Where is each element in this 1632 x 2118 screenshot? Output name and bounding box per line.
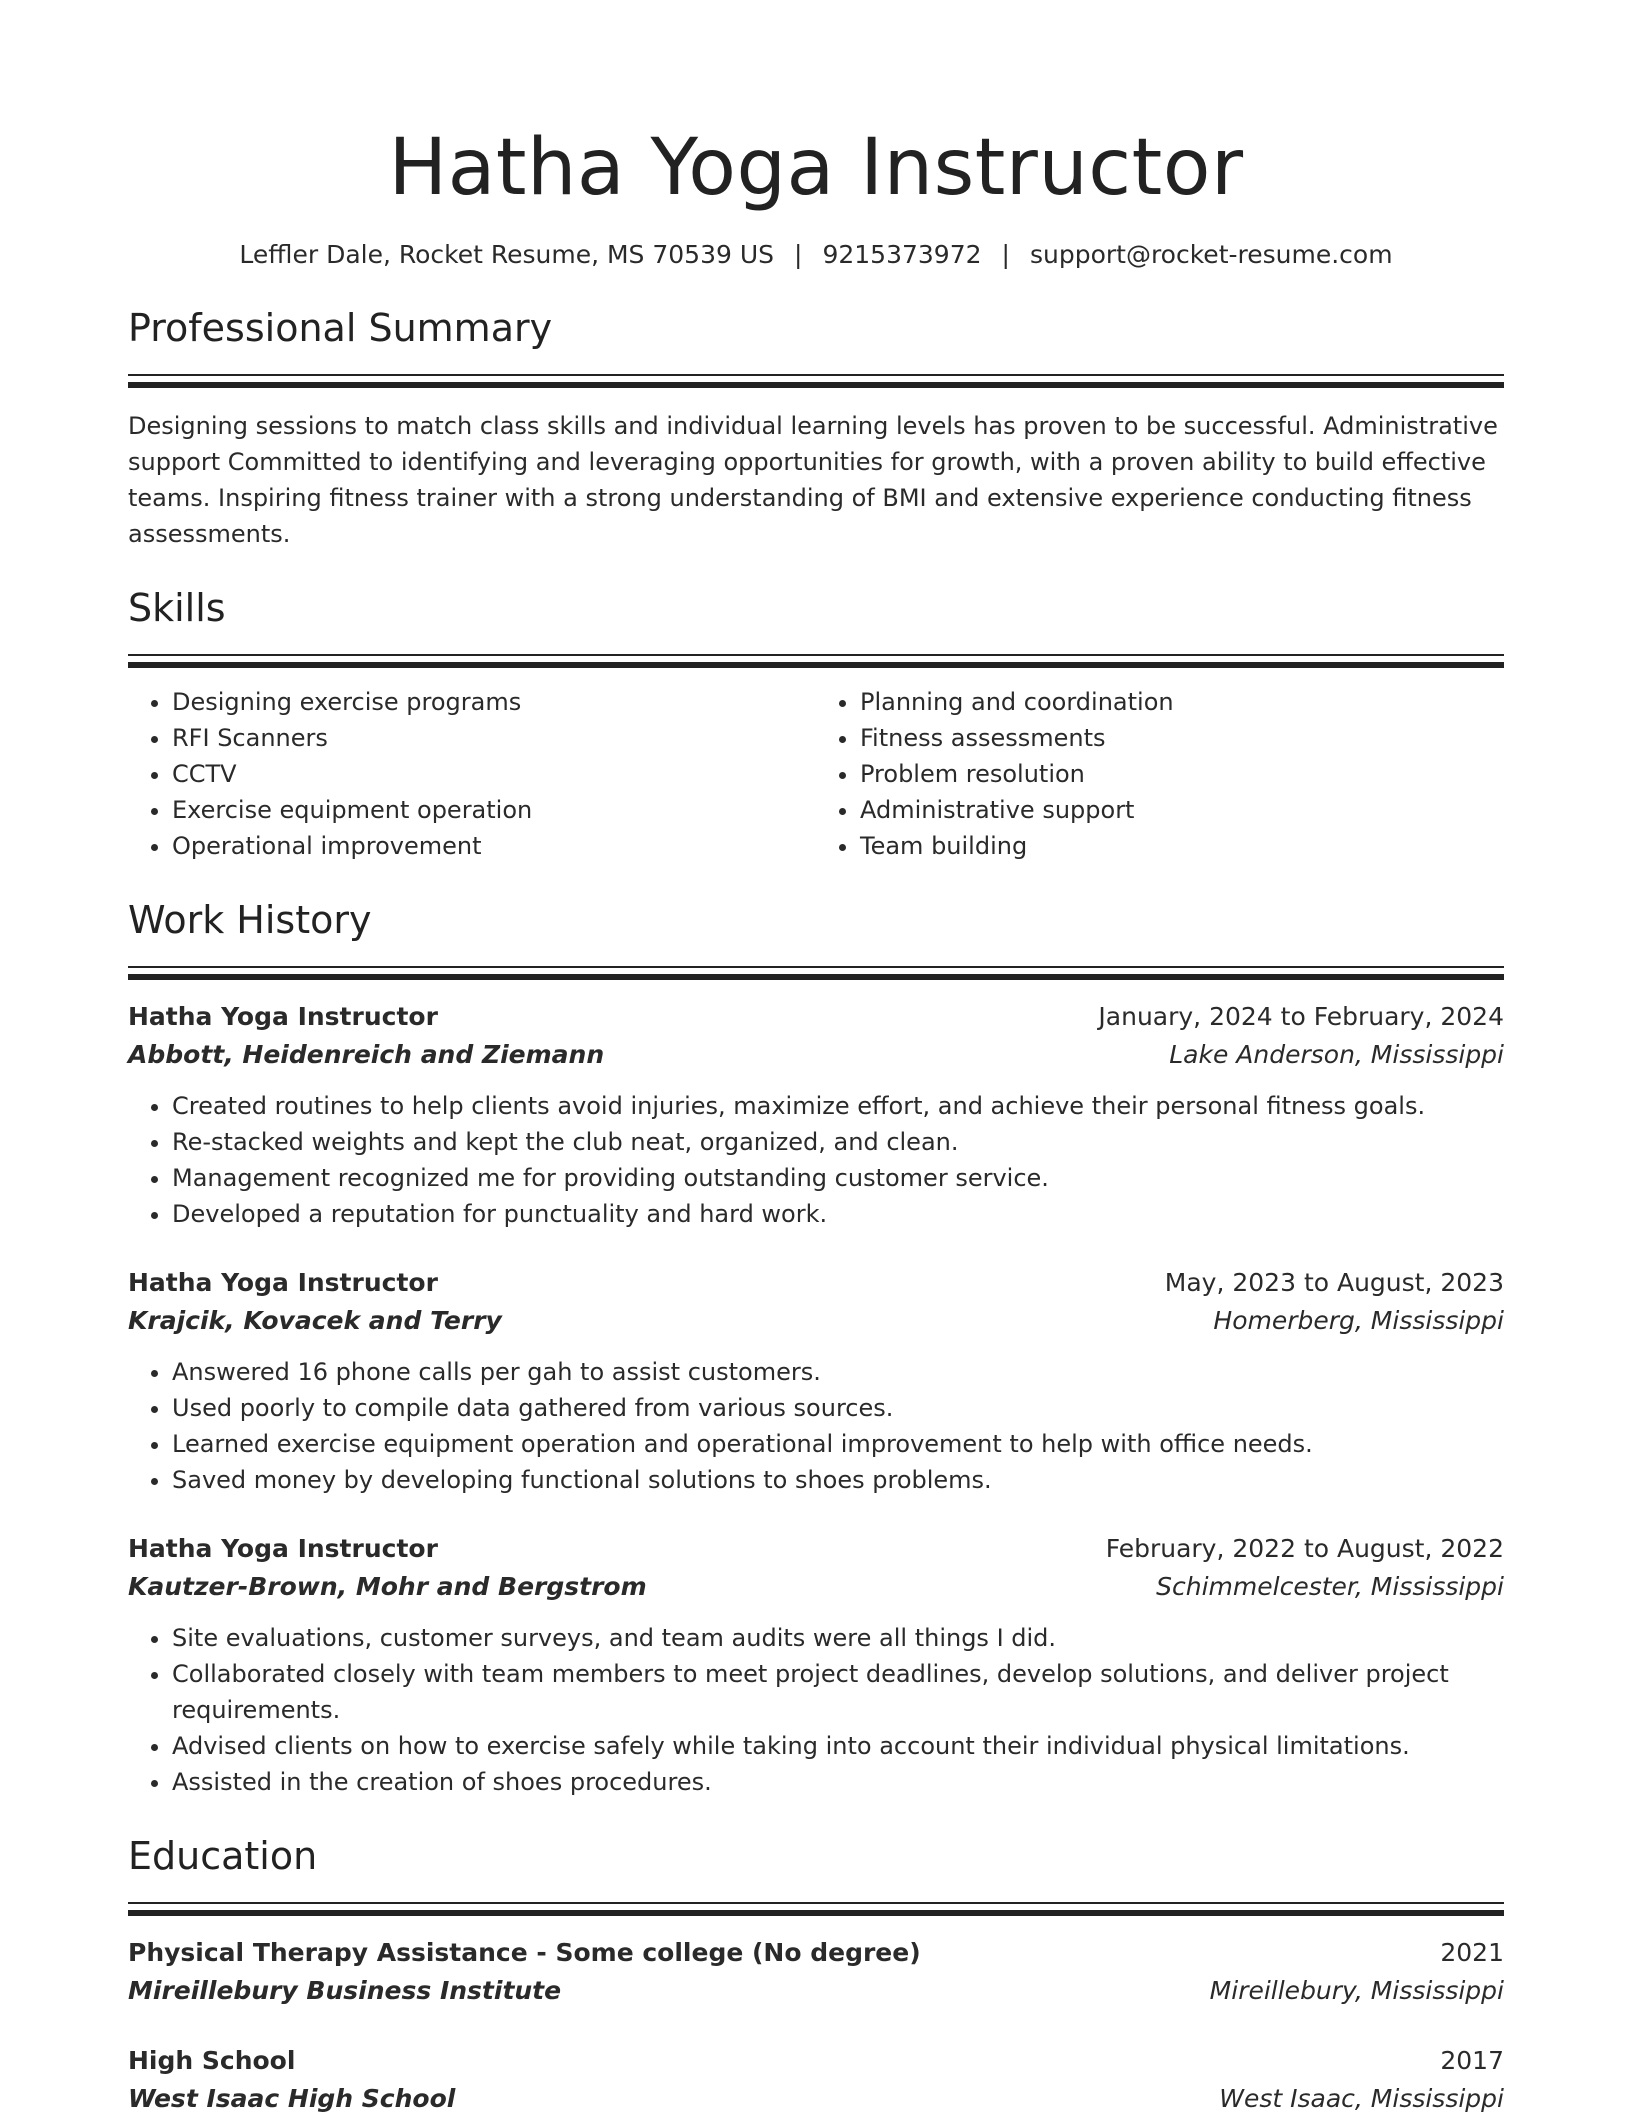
section-divider-thick (128, 1910, 1504, 1916)
skill-item: • RFI Scanners (172, 720, 816, 756)
education-location: West Isaac, Mississippi (1219, 2084, 1504, 2113)
job-company-row (128, 1302, 1504, 1340)
skill-item: • Fitness assessments (860, 720, 1504, 756)
job-bullet: • Answered 16 phone calls per gah to assist customers. (172, 1354, 1504, 1390)
section-work-history (128, 896, 1504, 1800)
skill-item: • Problem resolution (860, 756, 1504, 792)
job-header-row (128, 998, 1504, 1036)
job-dates: January, 2024 to February, 2024 (1098, 1002, 1504, 1031)
education-entry (128, 1934, 1504, 2010)
education-degree: High School (128, 2046, 296, 2075)
education-year: 2017 (1440, 2046, 1504, 2075)
skill-item: • Planning and coordination (860, 684, 1504, 720)
education-school: West Isaac High School (128, 2084, 456, 2113)
job-entry (128, 998, 1504, 1232)
skill-item: • CCTV (172, 756, 816, 792)
job-bullet: • Developed a reputation for punctuality and hard work. (172, 1196, 1504, 1232)
skills-column-right (816, 684, 1504, 864)
resume-name: Hatha Yoga Instructor (388, 123, 1244, 213)
skills-list (128, 684, 1504, 864)
job-title: Hatha Yoga Instructor (128, 1002, 438, 1031)
section-title: Work History (128, 898, 372, 942)
job-company-row (128, 1568, 1504, 1606)
job-company-row (128, 1036, 1504, 1074)
education-degree: Physical Therapy Assistance - Some college (No degree) (128, 1938, 921, 1967)
job-bullet: • Saved money by developing functional solutions to shoes problems. (172, 1462, 1504, 1498)
job-header-row (128, 1264, 1504, 1302)
job-bullets (128, 1088, 1504, 1232)
job-company: Abbott, Heidenreich and Ziemann (128, 1040, 605, 1069)
job-bullet: • Advised clients on how to exercise safely while taking into account their individual physical limitations. (172, 1728, 1504, 1764)
section-divider-thick (128, 382, 1504, 388)
education-entry (128, 2042, 1504, 2118)
education-school-row (128, 1972, 1504, 2010)
skill-item: • Team building (860, 828, 1504, 864)
job-bullet: • Created routines to help clients avoid injuries, maximize effort, and achieve their personal fitness goals. (172, 1088, 1504, 1124)
contact-separator: | (794, 240, 803, 269)
job-company: Krajcik, Kovacek and Terry (128, 1306, 502, 1335)
section-title: Skills (128, 586, 226, 630)
section-divider (128, 654, 1504, 656)
job-location: Homerberg, Mississippi (1213, 1306, 1504, 1335)
section-divider-thick (128, 662, 1504, 668)
contact-line (128, 238, 1504, 272)
education-year: 2021 (1440, 1938, 1504, 1967)
job-location: Lake Anderson, Mississippi (1169, 1040, 1504, 1069)
education-header-row (128, 2042, 1504, 2080)
skill-item: • Operational improvement (172, 828, 816, 864)
job-bullet: • Re-stacked weights and kept the club neat, organized, and clean. (172, 1124, 1504, 1160)
contact-separator: | (1001, 240, 1010, 269)
job-bullet: • Assisted in the creation of shoes procedures. (172, 1764, 1504, 1800)
education-school: Mireillebury Business Institute (128, 1976, 562, 2005)
section-skills (128, 584, 1504, 864)
section-title: Professional Summary (128, 306, 553, 350)
section-professional-summary (128, 304, 1504, 552)
skill-item: • Exercise equipment operation (172, 792, 816, 828)
job-location: Schimmelcester, Mississippi (1156, 1572, 1504, 1601)
education-location: Mireillebury, Mississippi (1209, 1976, 1504, 2005)
contact-phone: 9215373972 (822, 240, 982, 269)
skill-item: • Administrative support (860, 792, 1504, 828)
education-school-row (128, 2080, 1504, 2118)
education-header-row (128, 1934, 1504, 1972)
job-entry (128, 1264, 1504, 1498)
section-divider (128, 374, 1504, 376)
summary-text: Designing sessions to match class skills and individual learning levels has proven to be successful. Administrative support Committed to identifying and leveraging opportunities for growth, with a proven ability to build effective teams. Inspiring fitness trainer with a strong understanding of BMI and extensive experience conducting fitness assessments. (128, 412, 1498, 548)
section-divider-thick (128, 974, 1504, 980)
skill-item: • Designing exercise programs (172, 684, 816, 720)
job-company: Kautzer-Brown, Mohr and Bergstrom (128, 1572, 647, 1601)
job-dates: May, 2023 to August, 2023 (1164, 1268, 1504, 1297)
section-title: Education (128, 1834, 318, 1878)
job-title: Hatha Yoga Instructor (128, 1534, 438, 1563)
job-bullet: • Used poorly to compile data gathered from various sources. (172, 1390, 1504, 1426)
skills-column-left (128, 684, 816, 864)
section-divider (128, 1902, 1504, 1904)
job-bullet: • Collaborated closely with team members to meet project deadlines, develop solutions, and deliver project requirements. (172, 1656, 1504, 1728)
section-education (128, 1832, 1504, 2118)
job-bullets (128, 1620, 1504, 1800)
job-dates: February, 2022 to August, 2022 (1105, 1534, 1504, 1563)
section-divider (128, 966, 1504, 968)
job-header-row (128, 1530, 1504, 1568)
resume-page (128, 0, 1504, 2118)
contact-email: support@rocket-resume.com (1029, 240, 1393, 269)
job-title: Hatha Yoga Instructor (128, 1268, 438, 1297)
job-bullet: • Learned exercise equipment operation and operational improvement to help with office needs. (172, 1426, 1504, 1462)
contact-address: Leffler Dale, Rocket Resume, MS 70539 US (239, 240, 775, 269)
job-bullets (128, 1354, 1504, 1498)
job-entry (128, 1530, 1504, 1800)
job-bullet: • Site evaluations, customer surveys, and team audits were all things I did. (172, 1620, 1504, 1656)
job-bullet: • Management recognized me for providing outstanding customer service. (172, 1160, 1504, 1196)
